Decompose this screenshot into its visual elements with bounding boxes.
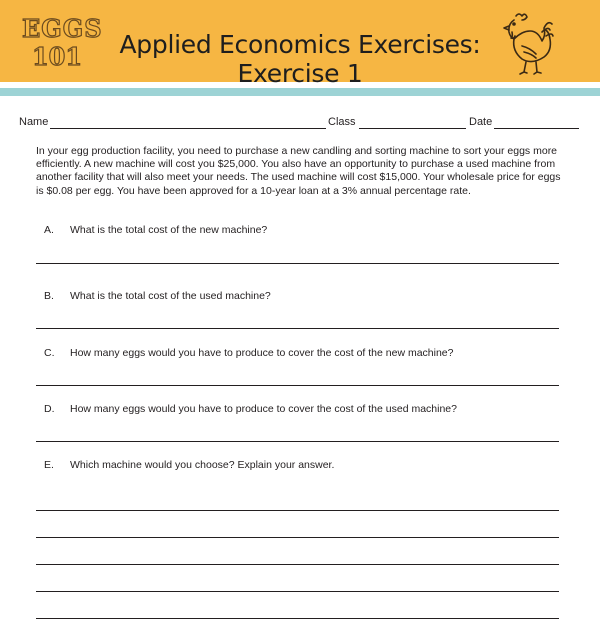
answer-line-c[interactable] xyxy=(36,385,559,386)
answer-line-b[interactable] xyxy=(36,328,559,329)
logo-text-bottom: 101 xyxy=(31,42,83,71)
eggs-101-logo xyxy=(22,14,103,72)
class-field[interactable] xyxy=(359,128,466,129)
hen-icon xyxy=(498,10,558,76)
question-text: How many eggs would you have to produce to cover the cost of the used machine? xyxy=(70,403,457,415)
answer-line-e3[interactable] xyxy=(36,564,559,565)
question-letter: D. xyxy=(44,403,55,415)
page-title: Applied Economics Exercises: Exercise 1 xyxy=(119,30,481,88)
logo-text-top: EGGS xyxy=(22,14,103,43)
answer-line-e2[interactable] xyxy=(36,537,559,538)
question-letter: C. xyxy=(44,347,55,359)
name-label: Name xyxy=(19,116,49,128)
answer-line-e1[interactable] xyxy=(36,510,559,511)
class-label: Class xyxy=(328,116,356,128)
answer-line-a[interactable] xyxy=(36,263,559,264)
name-field[interactable] xyxy=(50,128,326,129)
question-text: Which machine would you choose? Explain your answer. xyxy=(70,459,335,471)
date-label: Date xyxy=(469,116,493,128)
header-stripe xyxy=(0,88,600,96)
answer-line-e5[interactable] xyxy=(36,618,559,619)
date-field[interactable] xyxy=(494,128,579,129)
question-text: How many eggs would you have to produce to cover the cost of the new machine? xyxy=(70,347,454,359)
student-info-row xyxy=(0,116,600,130)
question-text: What is the total cost of the used machine? xyxy=(70,290,271,302)
question-letter: E. xyxy=(44,459,54,471)
answer-line-d[interactable] xyxy=(36,441,559,442)
question-letter: A. xyxy=(44,224,54,236)
question-text: What is the total cost of the new machine? xyxy=(70,224,268,236)
intro-paragraph: In your egg production facility, you need to purchase a new candling and sorting machine to sort your eggs more efficiently. A new machine will cost you $25,000. You also have an opportunity to purchase a used machine from another facility that will also meet your needs. The used machine will cost $15,000. Your wholesale price for eggs is $0.08 per egg. You have been approved for a 10-year loan at a 3% annual percentage rate. xyxy=(36,145,561,197)
question-letter: B. xyxy=(44,290,54,302)
header-band xyxy=(0,0,600,88)
answer-line-e4[interactable] xyxy=(36,591,559,592)
